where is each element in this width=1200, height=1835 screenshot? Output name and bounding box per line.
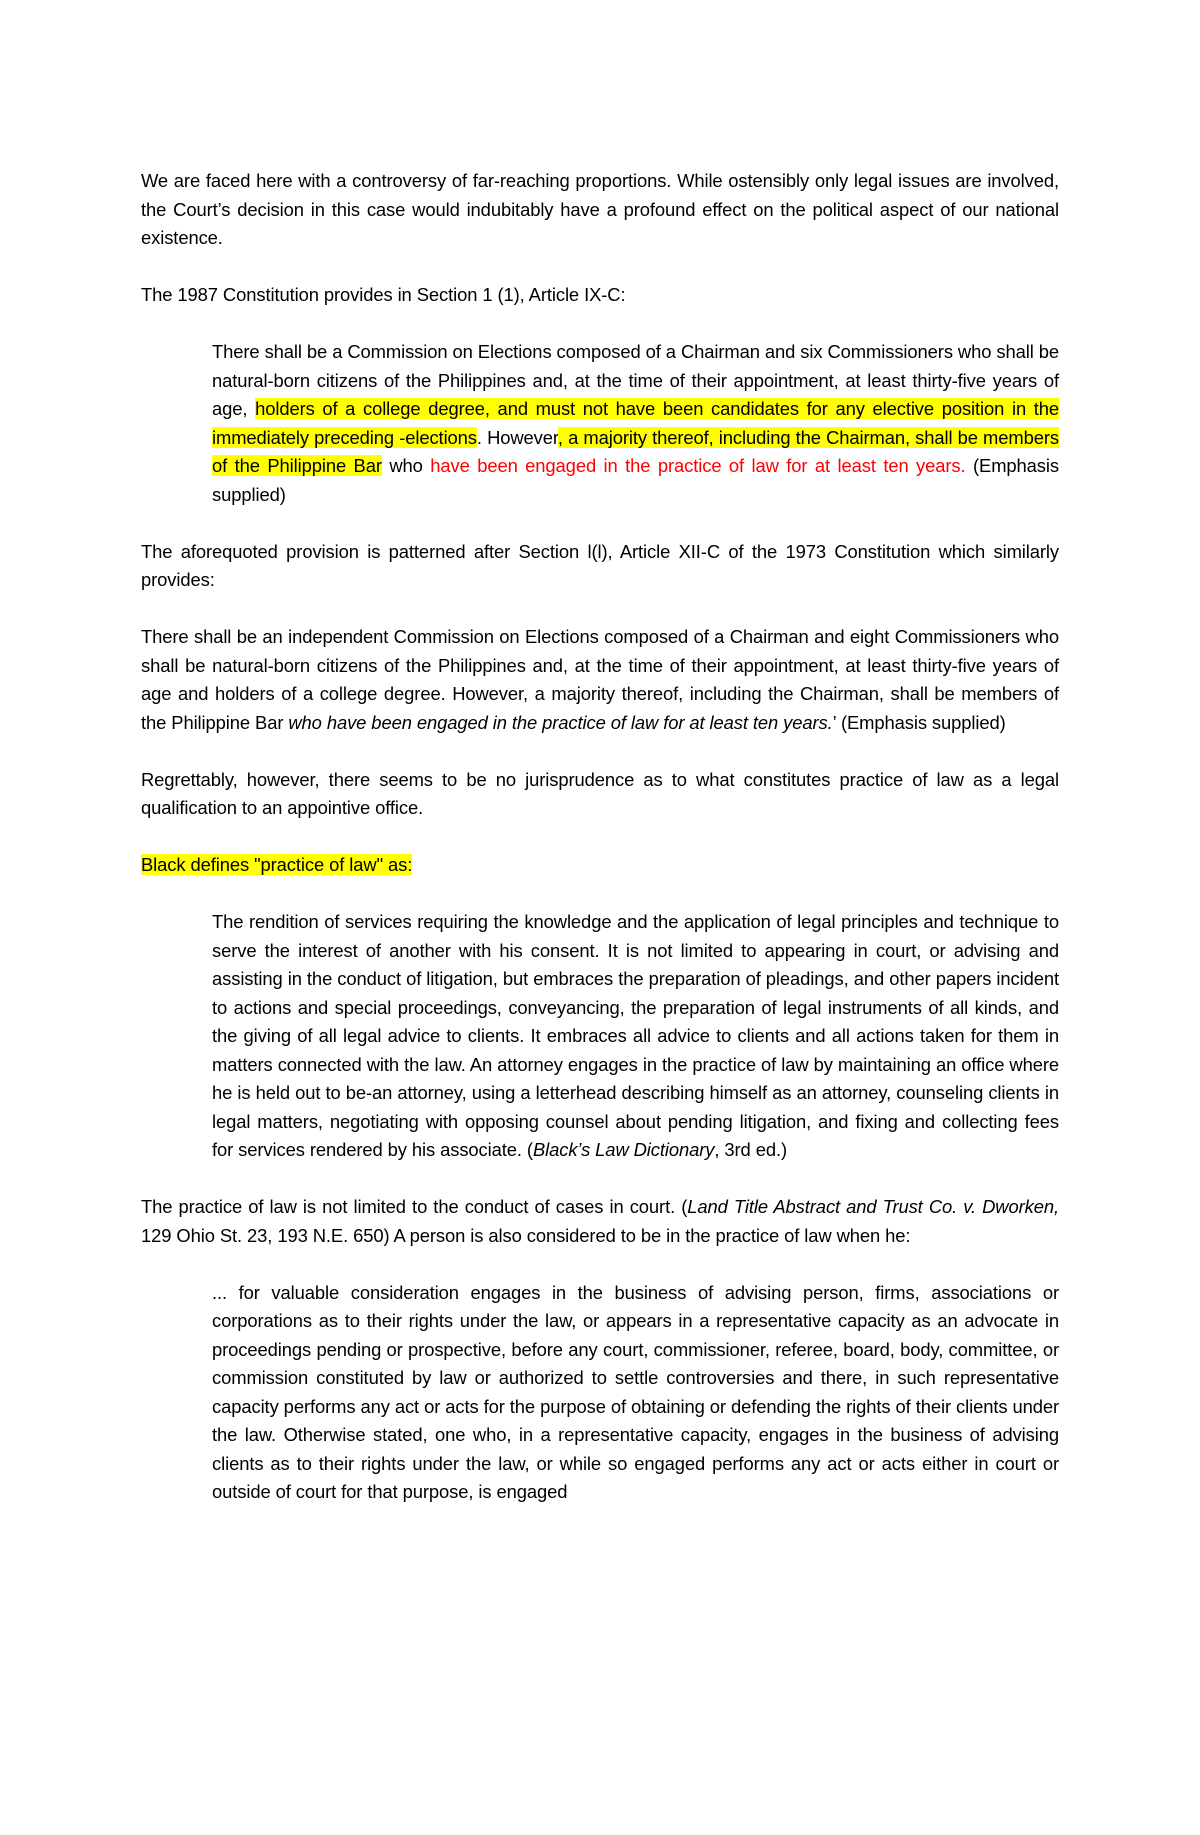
italic-citation: Black’s Law Dictionary bbox=[532, 1139, 715, 1160]
red-emphasis-text: have been engaged in the practice of law for at least ten years. bbox=[430, 455, 966, 476]
quote-practice-of-law: ... for valuable consideration engages in the business of advising person, firms, associations or corporations as to their rights under the law, or appears in a representative capacity as an advocate in proceedings pending or prospective, before any court, commissioner, referee, board, body, committee, or commission constituted by law or authorized to settle controversies and there, in such representative capacity performs any act or acts for the purpose of obtaining or defending the rights of their clients under the law. Otherwise stated, one who, in a representative capacity, engages in the business of advising clients as to their rights under the law, or while so engaged performs any act or acts either in court or outside of court for that purpose, is engaged bbox=[212, 1281, 1059, 1502]
paragraph-text: The practice of law is not limited to the conduct of cases in court. ( bbox=[141, 1196, 688, 1217]
highlighted-text: , a majority thereof, including the Chairman, shall be members of the Philippine Bar bbox=[212, 426, 1059, 476]
quote-text: ’ (Emphasis supplied) bbox=[832, 711, 1006, 733]
italic-case-citation: Land Title Abstract and Trust Co. v. Dworken, bbox=[687, 1196, 1059, 1217]
italic-emphasis-text: who have been engaged in the practice of law for at least ten years. bbox=[288, 711, 833, 733]
highlighted-text: Black defines "practice of law" as: bbox=[141, 854, 413, 875]
quote-1987-constitution bbox=[212, 338, 1059, 509]
quote-black-definition bbox=[212, 908, 1059, 1165]
highlighted-text: holders of a college degree, and must not have been candidates for any elective position in the immediately preceding -elections bbox=[212, 398, 1060, 448]
quote-text: who bbox=[381, 455, 431, 476]
paragraph-1987-constitution-intro: The 1987 Constitution provides in Section 1 (1), Article IX-C: bbox=[141, 284, 626, 305]
paragraph-practice-not-limited bbox=[141, 1193, 1059, 1250]
paragraph-no-jurisprudence: Regrettably, however, there seems to be no jurisprudence as to what constitutes practice of law as a legal qualification to an appointive office. bbox=[141, 768, 1059, 818]
paragraph-text: 129 Ohio St. 23, 193 N.E. 650) A person is also considered to be in the practice of law when he: bbox=[141, 1224, 911, 1246]
quote-text: The rendition of services requiring the knowledge and the application of legal principles and technique to serve the interest of another with his consent. It is not limited to appearing in court, or advising and assisting in the conduct of litigation, but embraces the preparation of pleadings, and other papers incident to actions and special proceedings, conveyancing, the preparation of legal instruments of all kinds, and the giving of all legal advice to clients. It embraces all advice to clients and all actions taken for them in matters connected with the law. An attorney engages in the practice of law by maintaining an office where he is held out to be-an attorney, using a letterhead describing himself as an attorney, counseling clients in legal matters, negotiating with opposing counsel about pending litigation, and fixing and collecting fees for services rendered by his associate. ( bbox=[212, 911, 1059, 1160]
quote-text: (Emphasis supplied) bbox=[212, 455, 1059, 505]
paragraph-intro: We are faced here with a controversy of far-reaching proportions. While ostensibly only legal issues are involved, the Court’s decision in this case would indubitably have a profound effect on the political aspect of our national existence. bbox=[141, 170, 1059, 248]
paragraph-1973-constitution-quote bbox=[141, 623, 1059, 737]
quote-text: . However bbox=[476, 426, 558, 448]
paragraph-black-defines bbox=[141, 851, 1059, 880]
paragraph-1973-constitution-intro: The aforequoted provision is patterned after Section l(l), Article XII-C of the 1973 Constitution which similarly provides: bbox=[141, 540, 1059, 590]
quote-text: There shall be a Commission on Elections composed of a Chairman and six Commissioners who shall be natural-born citizens of the Philippines and, at the time of their appointment, at least thirty-five years of age, bbox=[212, 341, 1059, 419]
quote-text: , 3rd ed.) bbox=[714, 1139, 787, 1160]
quote-text: There shall be an independent Commission on Elections composed of a Chairman and eight Commissioners who shall be natural-born citizens of the Philippines and, at the time of their appointment, at least thirty-five years of age and holders of a college degree. However, a majority thereof, including the Chairman, shall be members of the Philippine Bar bbox=[141, 626, 1059, 733]
